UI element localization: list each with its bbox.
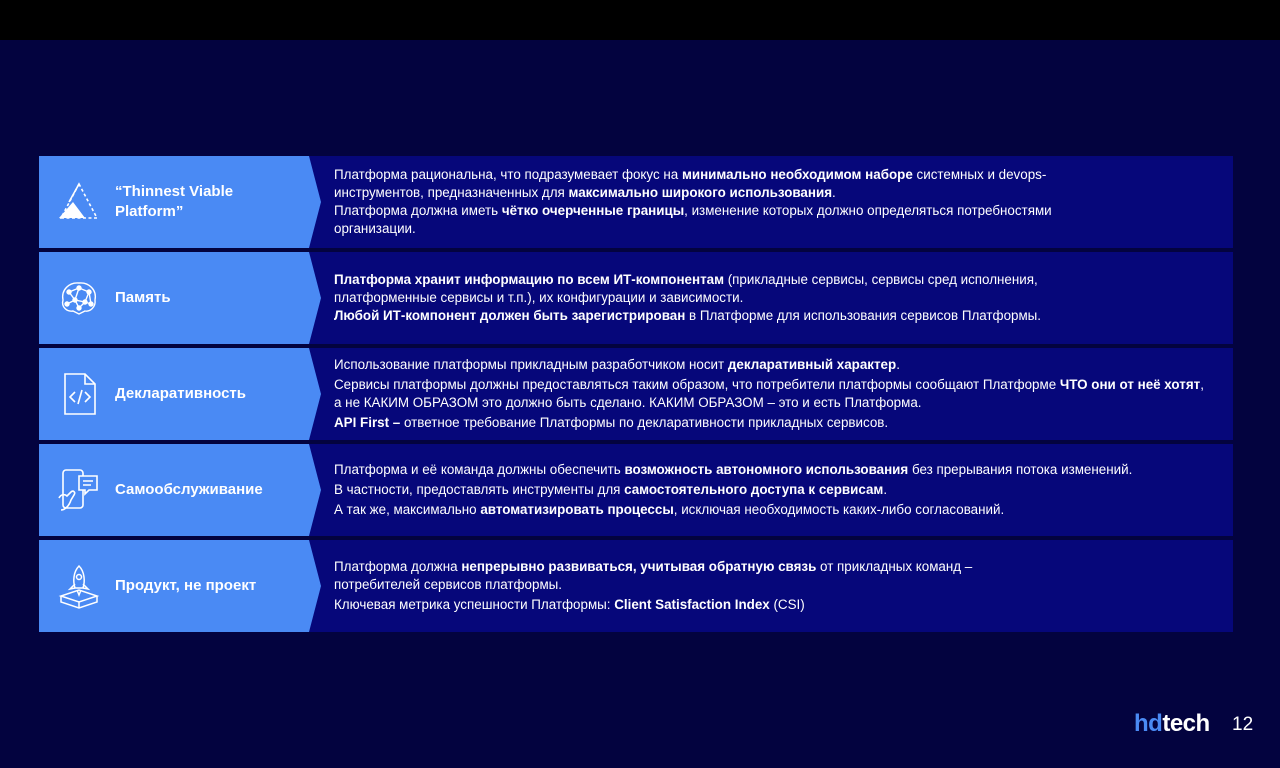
text-segment: (CSI) <box>769 597 805 612</box>
text-segment: Ключевая метрика успешности Платформы: <box>334 597 615 612</box>
text-segment: Платформа и её команда должны обеспечить <box>334 462 625 477</box>
text-segment: . <box>896 357 900 372</box>
emphasis-text: возможность автономного использования <box>624 462 909 477</box>
text-segment: Платформа должна иметь <box>334 203 502 218</box>
emphasis-text: непрерывно развиваться, учитывая обратную связь <box>461 559 817 574</box>
principle-label: Декларативность <box>115 385 247 402</box>
code-file-icon <box>55 370 103 418</box>
principle-row-declarative <box>39 348 1233 440</box>
text-segment: (прикладные сервисы, сервисы сред исполнения, <box>724 272 1038 287</box>
principle-row-self-service <box>39 444 1233 536</box>
principle-row-product-not-project <box>39 540 1233 632</box>
text-segment: организации. <box>334 221 416 236</box>
emphasis-text: декларативный характер <box>727 357 897 372</box>
principle-label: Самообслуживание <box>115 481 263 498</box>
text-segment: без прерывания потока изменений. <box>908 462 1133 477</box>
text-segment: потребителей сервисов платформы. <box>334 577 562 592</box>
text-segment: . <box>832 185 836 200</box>
principle-description <box>334 540 1229 632</box>
emphasis-text: чётко очерченные границы <box>501 203 685 218</box>
description-line <box>334 166 1229 184</box>
principle-label: Продукт, не проект <box>115 577 257 594</box>
text-segment: Использование платформы прикладным разработчиком носит <box>334 357 728 372</box>
principle-row-memory <box>39 252 1233 344</box>
text-segment: инструментов, предназначенных для <box>334 185 569 200</box>
description-line <box>334 414 1229 432</box>
description-line <box>334 461 1229 479</box>
emphasis-text: максимально широкого использования <box>568 185 833 200</box>
page-number: 12 <box>1232 714 1254 735</box>
text-segment: А так же, максимально <box>334 502 481 517</box>
description-line <box>334 394 1229 412</box>
principle-label: Память <box>115 289 171 306</box>
description-line <box>334 220 1229 238</box>
text-segment: В частности, предоставлять инструменты для <box>334 482 625 497</box>
text-segment: . <box>883 482 888 497</box>
emphasis-text: минимально необходимом наборе <box>681 167 913 182</box>
text-segment: от прикладных команд – <box>816 559 973 574</box>
text-segment: системных и devops- <box>912 167 1047 182</box>
triangle-icon <box>55 178 103 226</box>
description-line <box>334 576 1229 594</box>
logo-tech: tech <box>1162 710 1210 737</box>
text-segment: платформенные сервисы и т.п.), их конфигурации и зависимости. <box>334 290 744 305</box>
rocket-box-icon <box>55 562 103 610</box>
text-segment: , изменение которых должно определяться потребностями <box>684 203 1052 218</box>
text-segment: , исключая необходимость каких-либо согласований. <box>673 502 1005 517</box>
text-segment: а не КАКИМ ОБРАЗОМ это должно быть сделано. КАКИМ ОБРАЗОМ – это и есть Платформа. <box>334 395 922 410</box>
network-brain-icon <box>55 274 103 322</box>
description-line <box>334 289 1229 307</box>
text-segment: в Платформе для использования сервисов Платформы. <box>685 308 1042 323</box>
description-line <box>334 356 1229 374</box>
text-segment: Платформа должна <box>334 559 462 574</box>
principle-description <box>334 252 1229 344</box>
text-segment: ответное требование Платформы по декларативности прикладных сервисов. <box>400 415 889 430</box>
emphasis-text: API First – <box>334 415 401 430</box>
principle-row-thinnest-viable-platform <box>39 156 1233 248</box>
description-line <box>334 202 1229 220</box>
description-line <box>334 558 1229 576</box>
description-line <box>334 596 1229 614</box>
emphasis-text: Client Satisfaction Index <box>614 597 770 612</box>
hdtech-logo <box>1134 710 1210 738</box>
emphasis-text: Платформа хранит информацию по всем ИТ-компонентам <box>334 272 724 287</box>
description-line <box>334 501 1229 519</box>
emphasis-text: Любой ИТ-компонент должен быть зарегистрирован <box>334 308 686 323</box>
description-line <box>334 184 1229 202</box>
phone-hand-icon <box>55 466 103 514</box>
description-line <box>334 307 1229 325</box>
top-black-bar <box>0 0 1280 40</box>
text-segment: , <box>1200 377 1204 392</box>
description-line <box>334 271 1229 289</box>
principle-description <box>334 444 1229 536</box>
emphasis-text: самостоятельного доступа к сервисам <box>624 482 884 497</box>
logo-hd: hd <box>1134 710 1163 737</box>
emphasis-text: автоматизировать процессы <box>480 502 674 517</box>
principle-label: “Thinnest Viable Platform” <box>115 183 234 220</box>
text-segment: Сервисы платформы должны предоставляться таким образом, что потребители платформы сообщают Платформе <box>334 377 1060 392</box>
emphasis-text: ЧТО они от неё хотят <box>1059 377 1201 392</box>
description-line <box>334 481 1229 499</box>
principle-description <box>334 348 1229 440</box>
principle-description <box>334 156 1229 248</box>
text-segment: Платформа рациональна, что подразумевает фокус на <box>334 167 682 182</box>
description-line <box>334 376 1229 394</box>
